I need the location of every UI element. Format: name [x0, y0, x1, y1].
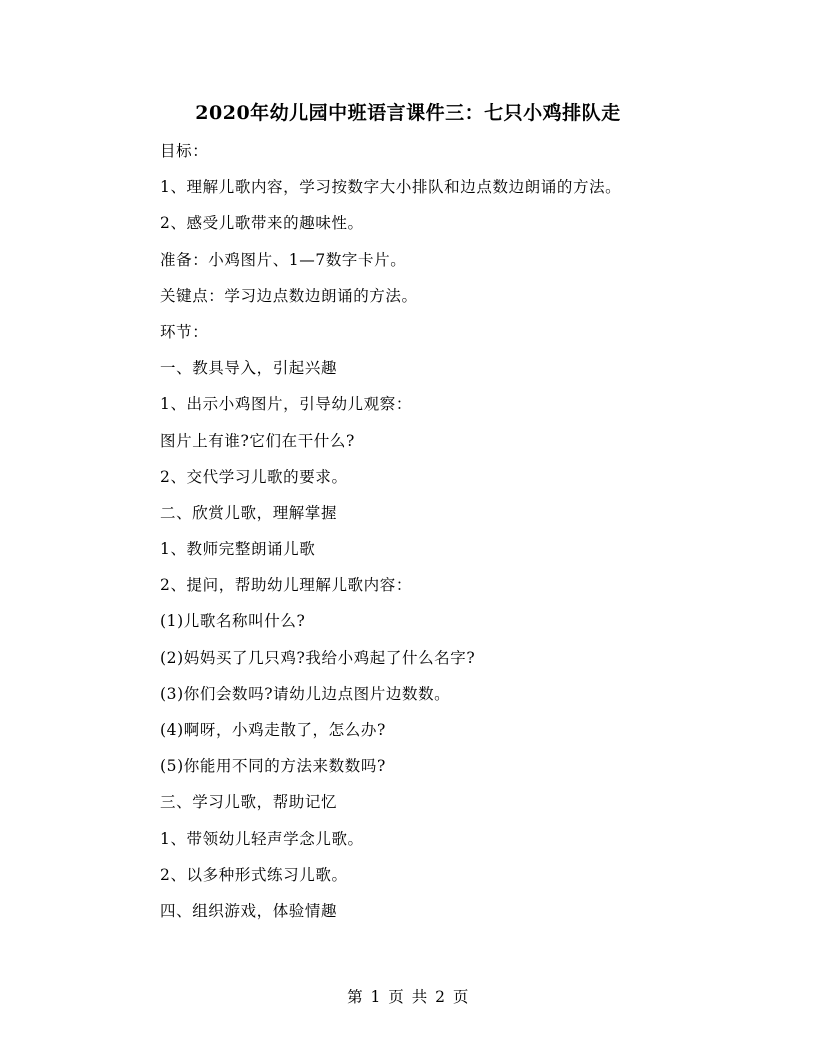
- body-line: 环节：: [160, 322, 209, 341]
- question-item: (1)儿歌名称叫什么?: [160, 612, 306, 631]
- body-line: 2、提问，帮助幼儿理解儿歌内容：: [160, 576, 412, 595]
- body-line: 1、教师完整朗诵儿歌: [160, 540, 316, 559]
- body-line: 1、出示小鸡图片，引导幼儿观察：: [160, 395, 412, 414]
- question-item: (2)妈妈买了几只鸡?我给小鸡起了什么名字?: [160, 648, 476, 667]
- section-heading: 二、欣赏儿歌，理解掌握: [160, 503, 338, 522]
- body-line: 2、以多种形式练习儿歌。: [160, 865, 348, 884]
- document-body: [160, 140, 740, 936]
- document-title: 2020年幼儿园中班语言课件三：七只小鸡排队走: [195, 102, 621, 124]
- body-line: 图片上有谁?它们在干什么?: [160, 431, 355, 450]
- section-heading: 一、教具导入，引起兴趣: [160, 359, 338, 378]
- section-heading: 四、组织游戏，体验情趣: [160, 901, 338, 920]
- question-item: (5)你能用不同的方法来数数吗?: [160, 757, 386, 776]
- body-line: 1、理解儿歌内容，学习按数字大小排队和边点数边朗诵的方法。: [160, 178, 622, 197]
- body-line: 目标：: [160, 142, 209, 160]
- page-footer: 第 1 页 共 2 页: [347, 988, 469, 1006]
- body-line: 2、交代学习儿歌的要求。: [160, 467, 348, 486]
- body-line: 关键点：学习边点数边朗诵的方法。: [160, 286, 418, 305]
- body-line: 准备：小鸡图片、1—7数字卡片。: [160, 250, 407, 269]
- question-item: (3)你们会数吗?请幼儿边点图片边数数。: [160, 684, 451, 703]
- section-heading: 三、学习儿歌，帮助记忆: [160, 793, 338, 812]
- body-line: 2、感受儿歌带来的趣味性。: [160, 214, 364, 233]
- question-item: (4)啊呀，小鸡走散了，怎么办?: [160, 721, 386, 739]
- body-line: 1、带领幼儿轻声学念儿歌。: [160, 829, 364, 848]
